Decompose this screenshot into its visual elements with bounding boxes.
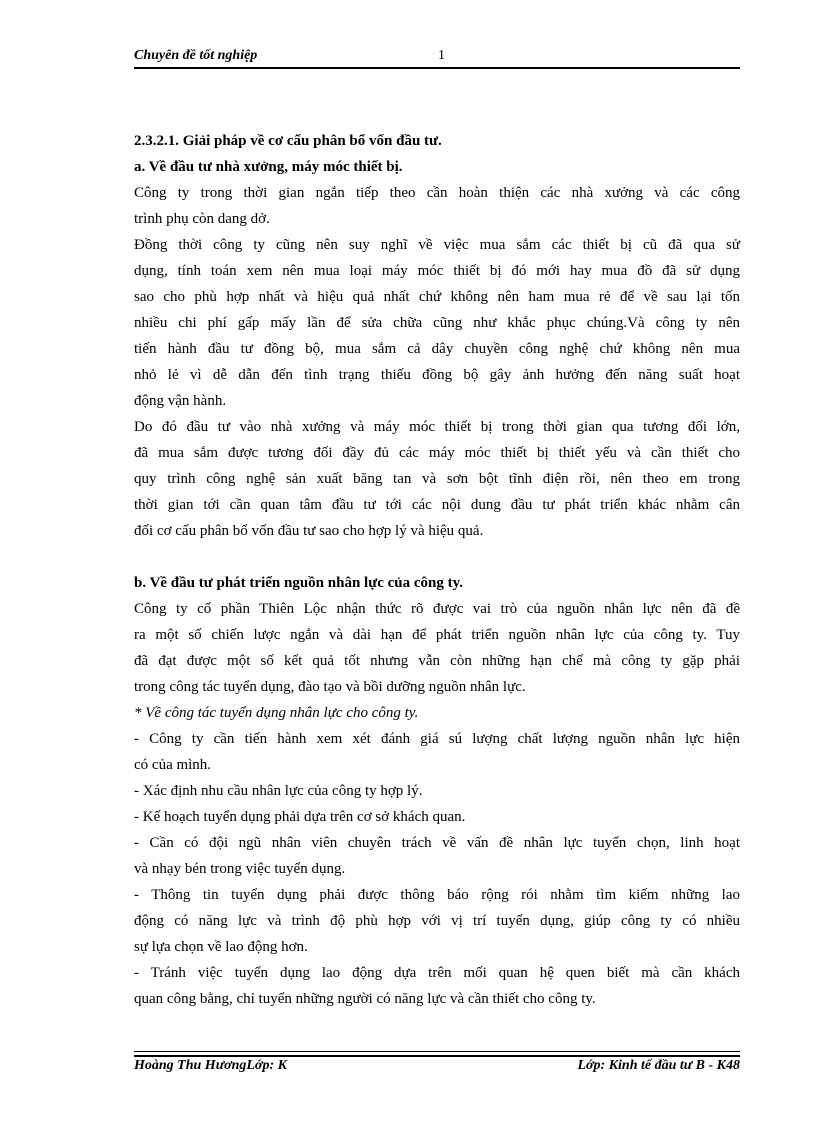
page-number: 1: [438, 48, 445, 63]
text-line: động vận hành.: [134, 393, 227, 409]
bullet-4: [134, 830, 740, 882]
text-line: có của mình.: [134, 757, 212, 773]
text-line: quan công bằng, chỉ tuyển những người có năng lực và cần thiết cho công ty.: [134, 991, 596, 1007]
paragraph-2: [134, 232, 740, 414]
text-line: động có năng lực và trình độ phù hợp với vị trí tuyển dụng, giúp công ty có nhiều: [134, 913, 740, 929]
footer-class: Lớp: Kinh tế đầu tư B - K48: [577, 1058, 740, 1073]
text-line: và nhạy bén trong việc tuyển dụng.: [134, 861, 346, 877]
bullet-6: [134, 960, 740, 1012]
text-line: đã mua sắm được tương đối đầy đủ các máy móc thiết bị thiết yếu và cần thiết cho: [134, 445, 740, 461]
text-line: - Cần có đội ngũ nhân viên chuyên trách về vấn đề nhân lực tuyển chọn, linh hoạt: [134, 835, 740, 851]
text-line: - Công ty cần tiến hành xem xét đánh giá sú lượng chất lượng nguồn nhân lực hiện: [134, 731, 740, 747]
text-line: đối cơ cấu phân bổ vốn đầu tư sao cho hợp lý và hiệu quả.: [134, 523, 484, 539]
text-line: trong công tác tuyển dụng, đào tạo và bồi dưỡng nguồn nhân lực.: [134, 679, 526, 695]
text-line: tiến hành đầu tư đồng bộ, mua sắm cả dây chuyền công nghệ chứ không nên mua: [134, 341, 740, 357]
text-line: - Thông tin tuyển dụng phải được thông báo rộng rói nhằm tìm kiếm những lao: [134, 887, 740, 903]
header-title: Chuyên đề tốt nghiệp: [134, 48, 258, 63]
section-heading: 2.3.2.1. Giải pháp về cơ cấu phân bổ vốn đầu tư.: [134, 133, 442, 149]
text-line: Do đó đầu tư vào nhà xưởng và máy móc thiết bị trong thời gian qua tương đối lớn,: [134, 419, 740, 435]
text-line: Công ty trong thời gian ngắn tiếp theo cần hoàn thiện các nhà xưởng và các công: [134, 185, 740, 201]
text-line: đã đạt được một số kết quả tốt nhưng vẫn còn những hạn chế mà công ty gặp phải: [134, 653, 740, 669]
paragraph-1: [134, 180, 740, 232]
text-line: trình phụ còn dang dở.: [134, 211, 270, 227]
text-line: thời gian tới cần quan tâm đầu tư tới các nội dung đầu tư phát triển khác nhằm cân: [134, 497, 740, 513]
subsection-heading-b: b. Về đầu tư phát triển nguồn nhân lực của công ty.: [134, 575, 464, 591]
text-line: dụng, tính toán xem nên mua loại máy móc thiết bị đó mới hay mua đồ đã sử dụng: [134, 263, 740, 279]
recruitment-subheading: * Về công tác tuyển dụng nhân lực cho công ty.: [134, 705, 419, 721]
text-line: Công ty cổ phần Thiên Lộc nhận thức rõ được vai trò của nguồn nhân lực nên đã đề: [134, 601, 740, 617]
text-line: ra một số chiến lược ngắn và dài hạn để phát triển nguồn nhân lực của công ty. Tuy: [134, 627, 740, 643]
paragraph-3: [134, 414, 740, 544]
text-line: quy trình công nghệ sản xuất băng tan và sơn bột tĩnh điện rồi, nên theo em trong: [134, 471, 740, 487]
bullet-2: - Xác định nhu cầu nhân lực của công ty hợp lý.: [134, 783, 423, 799]
bullet-5: [134, 882, 740, 960]
text-line: Đồng thời công ty cũng nên suy nghĩ về việc mua sắm các thiết bị cũ đã qua sử: [134, 237, 740, 253]
paragraph-4: [134, 596, 740, 700]
text-line: nhỏ lẻ vì dễ dẫn đến tình trạng thiếu đồng bộ gây ảnh hưởng đến năng suất hoạt: [134, 367, 740, 383]
text-line: sao cho phù hợp nhất và hiệu quả nhất chứ không nên ham mua rẻ để về sau lại tốn: [134, 289, 740, 305]
text-line: nhiều chi phí gấp mấy lần để sửa chữa cũng như khắc phục chúng.Và công ty nên: [134, 315, 740, 331]
footer-author: Hoàng Thu HươngLớp: K: [134, 1058, 287, 1073]
subsection-heading-a: a. Về đầu tư nhà xưởng, máy móc thiết bị.: [134, 159, 403, 175]
page-header: [134, 48, 740, 68]
document-body: [134, 128, 740, 1012]
bullet-1: [134, 726, 740, 778]
header-rule: [134, 67, 740, 69]
text-line: sự lựa chọn về lao động hơn.: [134, 939, 308, 955]
bullet-3: - Kế hoạch tuyển dụng phải dựa trên cơ sở khách quan.: [134, 809, 466, 825]
text-line: - Tránh việc tuyển dụng lao động dựa trên mối quan hệ quen biết mà cần khách: [134, 965, 740, 981]
spacer: [134, 544, 740, 570]
footer-rule-thick: [134, 1055, 740, 1057]
footer-rule: [134, 1051, 740, 1052]
